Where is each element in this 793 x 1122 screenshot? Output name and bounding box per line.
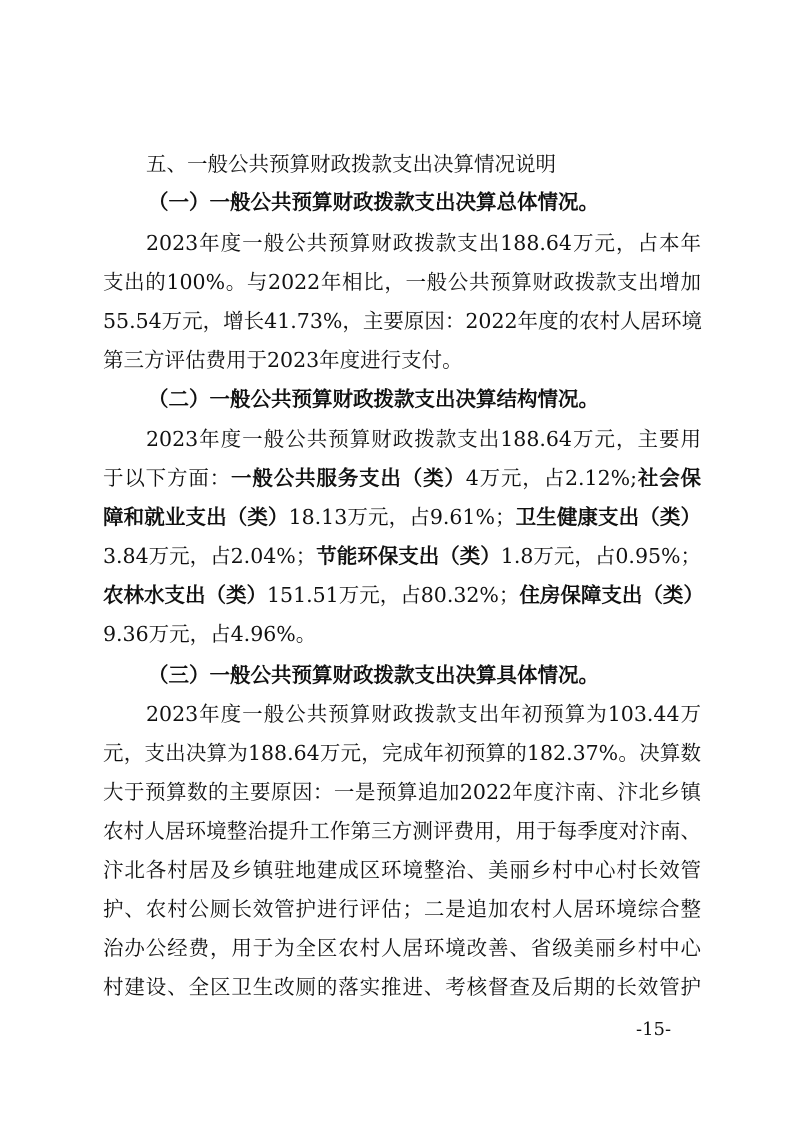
paragraph-line: 9.36万元，占4.96%。 <box>103 622 317 646</box>
category-label: 农林水支出（类） <box>103 583 267 607</box>
text-run: 3.84万元，占2.04%； <box>103 544 317 568</box>
paragraph-line: 元，支出决算为188.64万元，完成年初预算的182.37%。决算数 <box>103 741 701 765</box>
paragraph-line: 村建设、全区卫生改厕的落实推进、考核督查及后期的长效管护 <box>103 975 701 999</box>
text-run: 于以下方面： <box>103 466 232 490</box>
paragraph-line <box>103 502 701 532</box>
subsection-heading-2: （二）一般公共预算财政拨款支出决算结构情况。 <box>148 387 599 411</box>
category-label: 障和就业支出（类） <box>103 505 289 529</box>
paragraph-line <box>103 463 701 493</box>
paragraph-line: 第三方评估费用于2023年度进行支付。 <box>103 348 463 372</box>
text-run: 4万元，占2.12%; <box>465 466 638 490</box>
category-label: 社会保 <box>637 466 702 490</box>
category-label: 住房保障支出（类） <box>519 583 704 607</box>
subsection-heading-3: （三）一般公共预算财政拨款支出决算具体情况。 <box>148 663 599 687</box>
paragraph-line: 2023年度一般公共预算财政拨款支出188.64万元，主要用 <box>146 427 701 451</box>
paragraph-line: 护、农村公厕长效管护进行评估；二是追加农村人居环境综合整 <box>103 897 701 921</box>
category-label: 节能环保支出（类） <box>316 544 501 568</box>
paragraph-line: 55.54万元，增长41.73%，主要原因：2022年度的农村人居环境 <box>103 309 703 333</box>
category-label: 一般公共服务支出（类） <box>231 466 466 490</box>
paragraph-line <box>103 580 704 610</box>
category-label: 卫生健康支出（类） <box>515 505 702 529</box>
paragraph-line: 2023年度一般公共预算财政拨款支出年初预算为103.44万 <box>146 702 701 726</box>
paragraph-line: 大于预算数的主要原因：一是预算追加2022年度汴南、汴北乡镇 <box>103 780 701 804</box>
subsection-heading-1: （一）一般公共预算财政拨款支出决算总体情况。 <box>148 190 599 214</box>
paragraph-line <box>103 541 701 571</box>
paragraph-line: 2023年度一般公共预算财政拨款支出188.64万元，占本年 <box>146 231 701 255</box>
paragraph-line: 汴北各村居及乡镇驻地建成区环境整治、美丽乡村中心村长效管 <box>103 858 701 882</box>
text-run: 151.51万元，占80.32%； <box>267 583 520 607</box>
section-heading: 五、一般公共预算财政拨款支出决算情况说明 <box>146 152 556 176</box>
paragraph-line: 支出的100%。与2022年相比，一般公共预算财政拨款支出增加 <box>103 270 701 294</box>
page-number: -15- <box>636 1019 672 1040</box>
paragraph-line: 治办公经费，用于为全区农村人居环境改善、省级美丽乡村中心 <box>103 936 701 960</box>
text-run: 18.13万元，占9.61%； <box>288 505 516 529</box>
text-run: 1.8万元，占0.95%； <box>500 544 702 568</box>
paragraph-line: 农村人居环境整治提升工作第三方测评费用，用于每季度对汴南、 <box>103 819 701 843</box>
